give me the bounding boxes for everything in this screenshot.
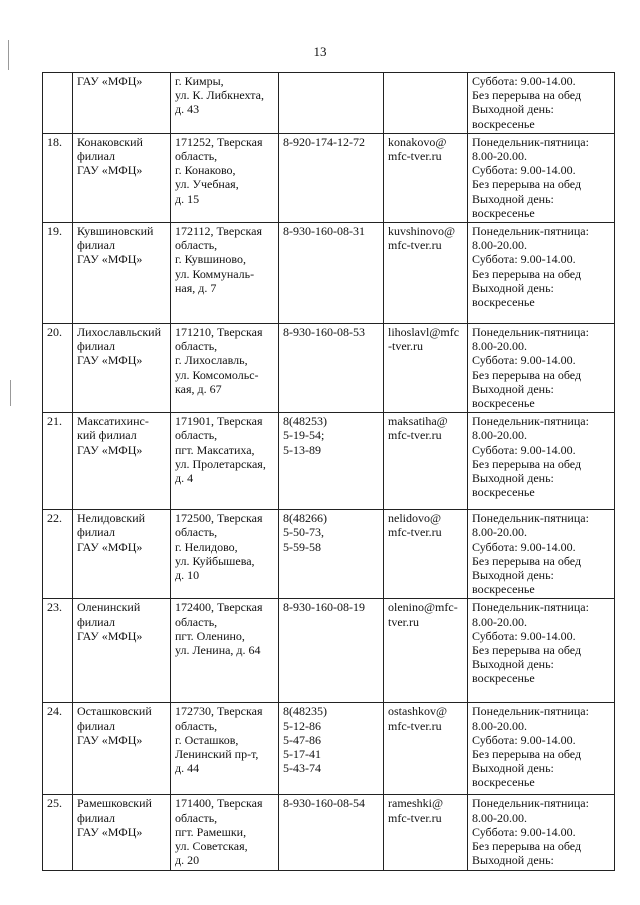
branch-name: Лихославльский филиал ГАУ «МФЦ» [73,324,171,413]
branch-phone: 8-930-160-08-53 [279,324,384,413]
table-row [43,795,615,871]
branch-hours: Понедельник-пятница: 8.00-20.00. Суббота: 9.00-14.00. Без перерыва на обед Выходной день: воскресенье [468,510,615,599]
scan-margin-mark [8,40,9,70]
row-number: 21. [43,413,73,510]
branch-name: ГАУ «МФЦ» [73,73,171,134]
branch-email: ostashkov@ mfc-tver.ru [384,703,468,795]
branch-name: Оленинский филиал ГАУ «МФЦ» [73,599,171,703]
branch-email: maksatiha@ mfc-tver.ru [384,413,468,510]
row-number: 18. [43,133,73,222]
branch-email [384,73,468,134]
branch-hours: Понедельник-пятница: 8.00-20.00. Суббота: 9.00-14.00. Без перерыва на обед Выходной день: воскресенье [468,223,615,324]
branch-name: Кувшиновский филиал ГАУ «МФЦ» [73,223,171,324]
row-number [43,73,73,134]
row-number: 22. [43,510,73,599]
row-number: 23. [43,599,73,703]
branch-phone: 8(48266) 5-50-73, 5-59-58 [279,510,384,599]
branch-address: 172500, Тверская область, г. Нелидово, ул. Куйбышева, д. 10 [171,510,279,599]
branch-email: rameshki@ mfc-tver.ru [384,795,468,871]
table-row [43,510,615,599]
branch-phone: 8(48253) 5-19-54; 5-13-89 [279,413,384,510]
page-number: 13 [313,44,327,59]
branch-name: Конаковский филиал ГАУ «МФЦ» [73,133,171,222]
scan-margin-mark [10,380,11,406]
branch-hours: Суббота: 9.00-14.00. Без перерыва на обед Выходной день: воскресенье [468,73,615,134]
branch-hours: Понедельник-пятница: 8.00-20.00. Суббота: 9.00-14.00. Без перерыва на обед Выходной день: воскресенье [468,324,615,413]
branch-address: 172112, Тверская область, г. Кувшиново, ул. Коммуналь- ная, д. 7 [171,223,279,324]
branch-name: Осташковский филиал ГАУ «МФЦ» [73,703,171,795]
branch-address: 172730, Тверская область, г. Осташков, Ленинский пр-т, д. 44 [171,703,279,795]
branch-email: lihoslavl@mfc -tver.ru [384,324,468,413]
branch-address: 171901, Тверская область, пгт. Максатиха, ул. Пролетарская, д. 4 [171,413,279,510]
row-number: 25. [43,795,73,871]
branch-name: Максатихинс- кий филиал ГАУ «МФЦ» [73,413,171,510]
table-row [43,599,615,703]
branch-email: olenino@mfc- tver.ru [384,599,468,703]
branch-hours: Понедельник-пятница: 8.00-20.00. Суббота: 9.00-14.00. Без перерыва на обед Выходной день: воскресенье [468,703,615,795]
branch-phone: 8(48235) 5-12-86 5-47-86 5-17-41 5-43-74 [279,703,384,795]
branch-phone: 8-930-160-08-31 [279,223,384,324]
branch-address: г. Кимры, ул. К. Либкнехта, д. 43 [171,73,279,134]
branch-email: nelidovo@ mfc-tver.ru [384,510,468,599]
table-row [43,324,615,413]
table-row [43,703,615,795]
branch-address: 171400, Тверская область, пгт. Рамешки, ул. Советская, д. 20 [171,795,279,871]
branch-hours: Понедельник-пятница: 8.00-20.00. Суббота: 9.00-14.00. Без перерыва на обед Выходной день: воскресенье [468,133,615,222]
branch-phone: 8-930-160-08-54 [279,795,384,871]
table-row [43,223,615,324]
branch-hours: Понедельник-пятница: 8.00-20.00. Суббота: 9.00-14.00. Без перерыва на обед Выходной день: [468,795,615,871]
table-row [43,133,615,222]
branch-hours: Понедельник-пятница: 8.00-20.00. Суббота: 9.00-14.00. Без перерыва на обед Выходной день: воскресенье [468,599,615,703]
table-row [43,413,615,510]
mfc-branches-table [42,72,614,871]
branch-name: Рамешковский филиал ГАУ «МФЦ» [73,795,171,871]
branch-hours: Понедельник-пятница: 8.00-20.00. Суббота: 9.00-14.00. Без перерыва на обед Выходной день: воскресенье [468,413,615,510]
branch-phone [279,73,384,134]
branch-phone: 8-920-174-12-72 [279,133,384,222]
branch-email: kuvshinovo@ mfc-tver.ru [384,223,468,324]
row-number: 19. [43,223,73,324]
branch-email: konakovo@ mfc-tver.ru [384,133,468,222]
row-number: 24. [43,703,73,795]
branch-name: Нелидовский филиал ГАУ «МФЦ» [73,510,171,599]
table-row [43,73,615,134]
branch-phone: 8-930-160-08-19 [279,599,384,703]
row-number: 20. [43,324,73,413]
branch-address: 172400, Тверская область, пгт. Оленино, ул. Ленина, д. 64 [171,599,279,703]
branch-address: 171252, Тверская область, г. Конаково, ул. Учебная, д. 15 [171,133,279,222]
branch-address: 171210, Тверская область, г. Лихославль, ул. Комсомольс- кая, д. 67 [171,324,279,413]
